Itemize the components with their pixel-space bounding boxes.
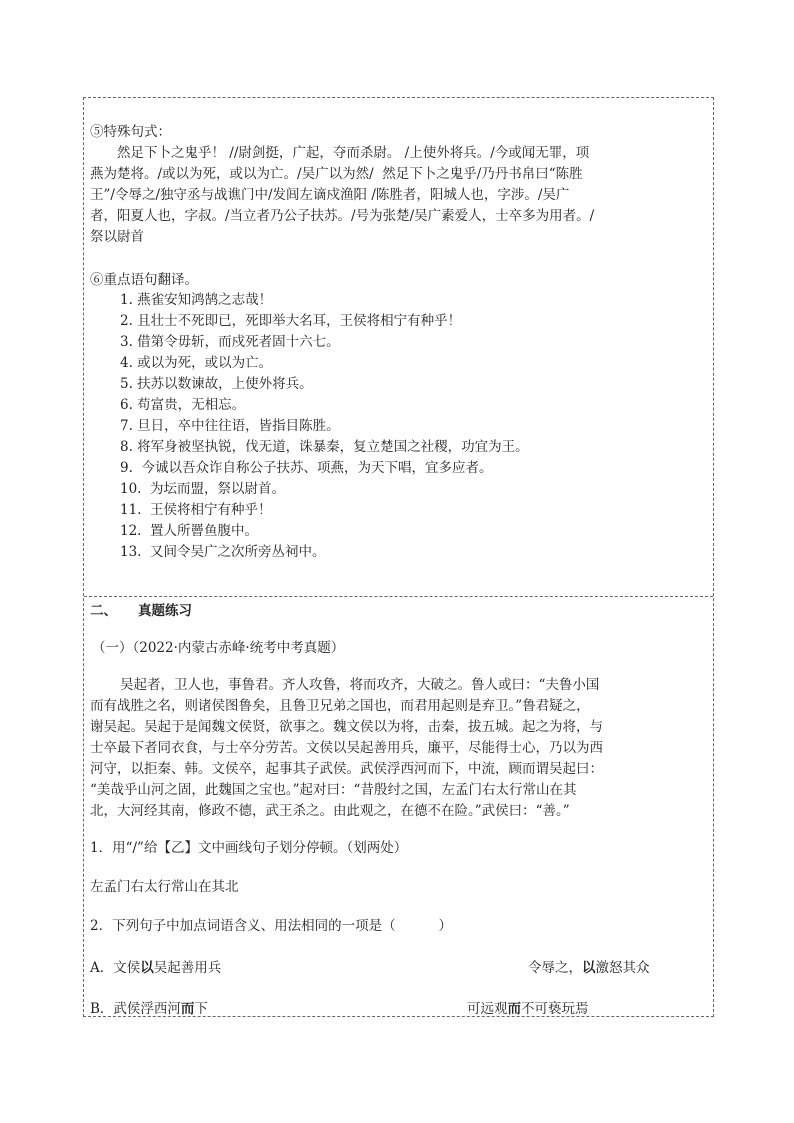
translation-item: 4. 或以为死，或以为亡。 — [120, 355, 273, 371]
option-a-right — [528, 958, 650, 979]
option-b-left-dotted-word: 而 — [180, 1001, 195, 1017]
option-b — [90, 999, 208, 1020]
translation-item: 8. 将军身被坚执锐，伐无道，诛暴秦，复立楚国之社稷，功宜为王。 — [120, 439, 529, 455]
option-b-label: B． — [90, 1001, 114, 1017]
section5-line: 燕为楚将。/或以为死，或以为亡。/吴广以为然/ 然足下卜之鬼乎/乃丹书帛曰“陈胜 — [90, 166, 583, 182]
section5-line: 王”/令辱之/独守丞与战谯门中/发闾左谪戍渔阳 /陈胜者，阳城人也，字涉。/吴广 — [90, 187, 570, 203]
translation-item: 13. 又间令吴广之次所旁丛祠中。 — [120, 544, 326, 560]
translation-item: 7. 旦日，卒中往往语，皆指目陈胜。 — [120, 418, 340, 434]
section5-line: 祭以尉首 — [90, 229, 144, 245]
translation-item: 6. 苟富贵，无相忘。 — [120, 397, 246, 413]
option-b-right-text-end: 不可亵玩焉 — [521, 1001, 589, 1017]
passage-line: 而有战胜之名，则诸侯图鲁矣，且鲁卫兄弟之国也，而君用起则是弃卫。”鲁君疑之， — [90, 698, 590, 714]
content-frame — [83, 97, 714, 1017]
section6-heading: ⑥重点语句翻译。 — [90, 272, 198, 288]
question-1-sentence: 左孟门右太行常山在其北 — [90, 879, 239, 895]
section2-heading-number: 二、 — [90, 603, 117, 619]
option-b-right-text: 可远观 — [467, 1001, 508, 1017]
translation-item: 10. 为坛而盟，祭以尉首。 — [120, 481, 286, 497]
question-1: 1．用“/”给【乙】文中画线句子划分停顿。（划两处） — [90, 840, 408, 856]
option-a — [90, 958, 221, 979]
question-2: 2．下列句子中加点词语含义、用法相同的一项是（ ） — [90, 918, 453, 934]
translation-item: 5. 扶苏以数谏故，上使外将兵。 — [120, 376, 313, 392]
option-a-left-dotted-word: 以 — [140, 960, 154, 976]
passage-line: 吴起者，卫人也，事鲁君。齐人攻鲁，将而攻齐，大破之。鲁人或曰：“夫鲁小国 — [120, 677, 600, 693]
section-divider — [84, 596, 713, 597]
translation-item: 3. 借第令毋斩，而戍死者固十六七。 — [120, 334, 340, 350]
passage-line: “美哉乎山河之固，此魏国之宝也。”起对曰：“昔殷纣之国，左孟门右太行常山在其 — [90, 782, 577, 798]
question-source: （一）（2022·内蒙古赤峰·统考中考真题） — [92, 640, 345, 656]
passage-line: 谢吴起。吴起于是闻魏文侯贤，欲事之。魏文侯以为将，击秦，拔五城。起之为将，与 — [90, 719, 603, 735]
passage-line: 河守，以拒秦、韩。文侯卒，起事其子武侯。武侯浮西河而下，中流，顾而谓吴起曰： — [90, 761, 603, 777]
passage-line: 北，大河经其南，修政不德，武王杀之。由此观之，在德不在险。”武侯曰：“善。” — [90, 803, 570, 819]
translation-item: 11. 王侯将相宁有种乎！ — [120, 502, 272, 518]
option-a-label: A． — [90, 960, 114, 976]
translation-item: 12. 置人所罾鱼腹中。 — [120, 523, 259, 539]
section5-heading: ⑤特殊句式： — [90, 124, 171, 140]
translation-item: 9. 今诚以吾众诈自称公子扶苏、项燕，为天下唱，宜多应者。 — [120, 460, 493, 476]
option-a-right-text: 令辱之， — [528, 960, 582, 976]
option-b-right — [467, 999, 589, 1020]
option-b-left-text-end: 下 — [194, 1001, 208, 1017]
section5-line: 然足下卜之鬼乎！ //尉剑挺，广起，夺而杀尉。 /上使外将兵。/今或闻无罪，项 — [117, 145, 590, 161]
option-a-left-text: 文侯 — [113, 960, 141, 976]
section2-heading: 真题练习 — [138, 603, 192, 619]
option-a-right-text-end: 激怒其众 — [595, 960, 650, 976]
option-b-left-text: 武侯浮西河 — [113, 1001, 181, 1017]
passage-line: 士卒最下者同衣食，与士卒分劳苦。文侯以吴起善用兵，廉平，尽能得士心，乃以为西 — [90, 740, 603, 756]
translation-item: 2. 且壮士不死即已，死即举大名耳，王侯将相宁有种乎！ — [120, 313, 462, 329]
option-a-left-text-end: 吴起善用兵 — [153, 960, 222, 976]
option-b-right-dotted-word: 而 — [507, 1001, 521, 1017]
translation-item: 1. 燕雀安知鸿鹄之志哉！ — [120, 292, 273, 308]
section5-line: 者，阳夏人也，字叔。/当立者乃公子扶苏。/号为张楚/吴广素爱人，士卒多为用者。/ — [90, 208, 595, 224]
option-a-right-dotted-word: 以 — [582, 960, 596, 976]
